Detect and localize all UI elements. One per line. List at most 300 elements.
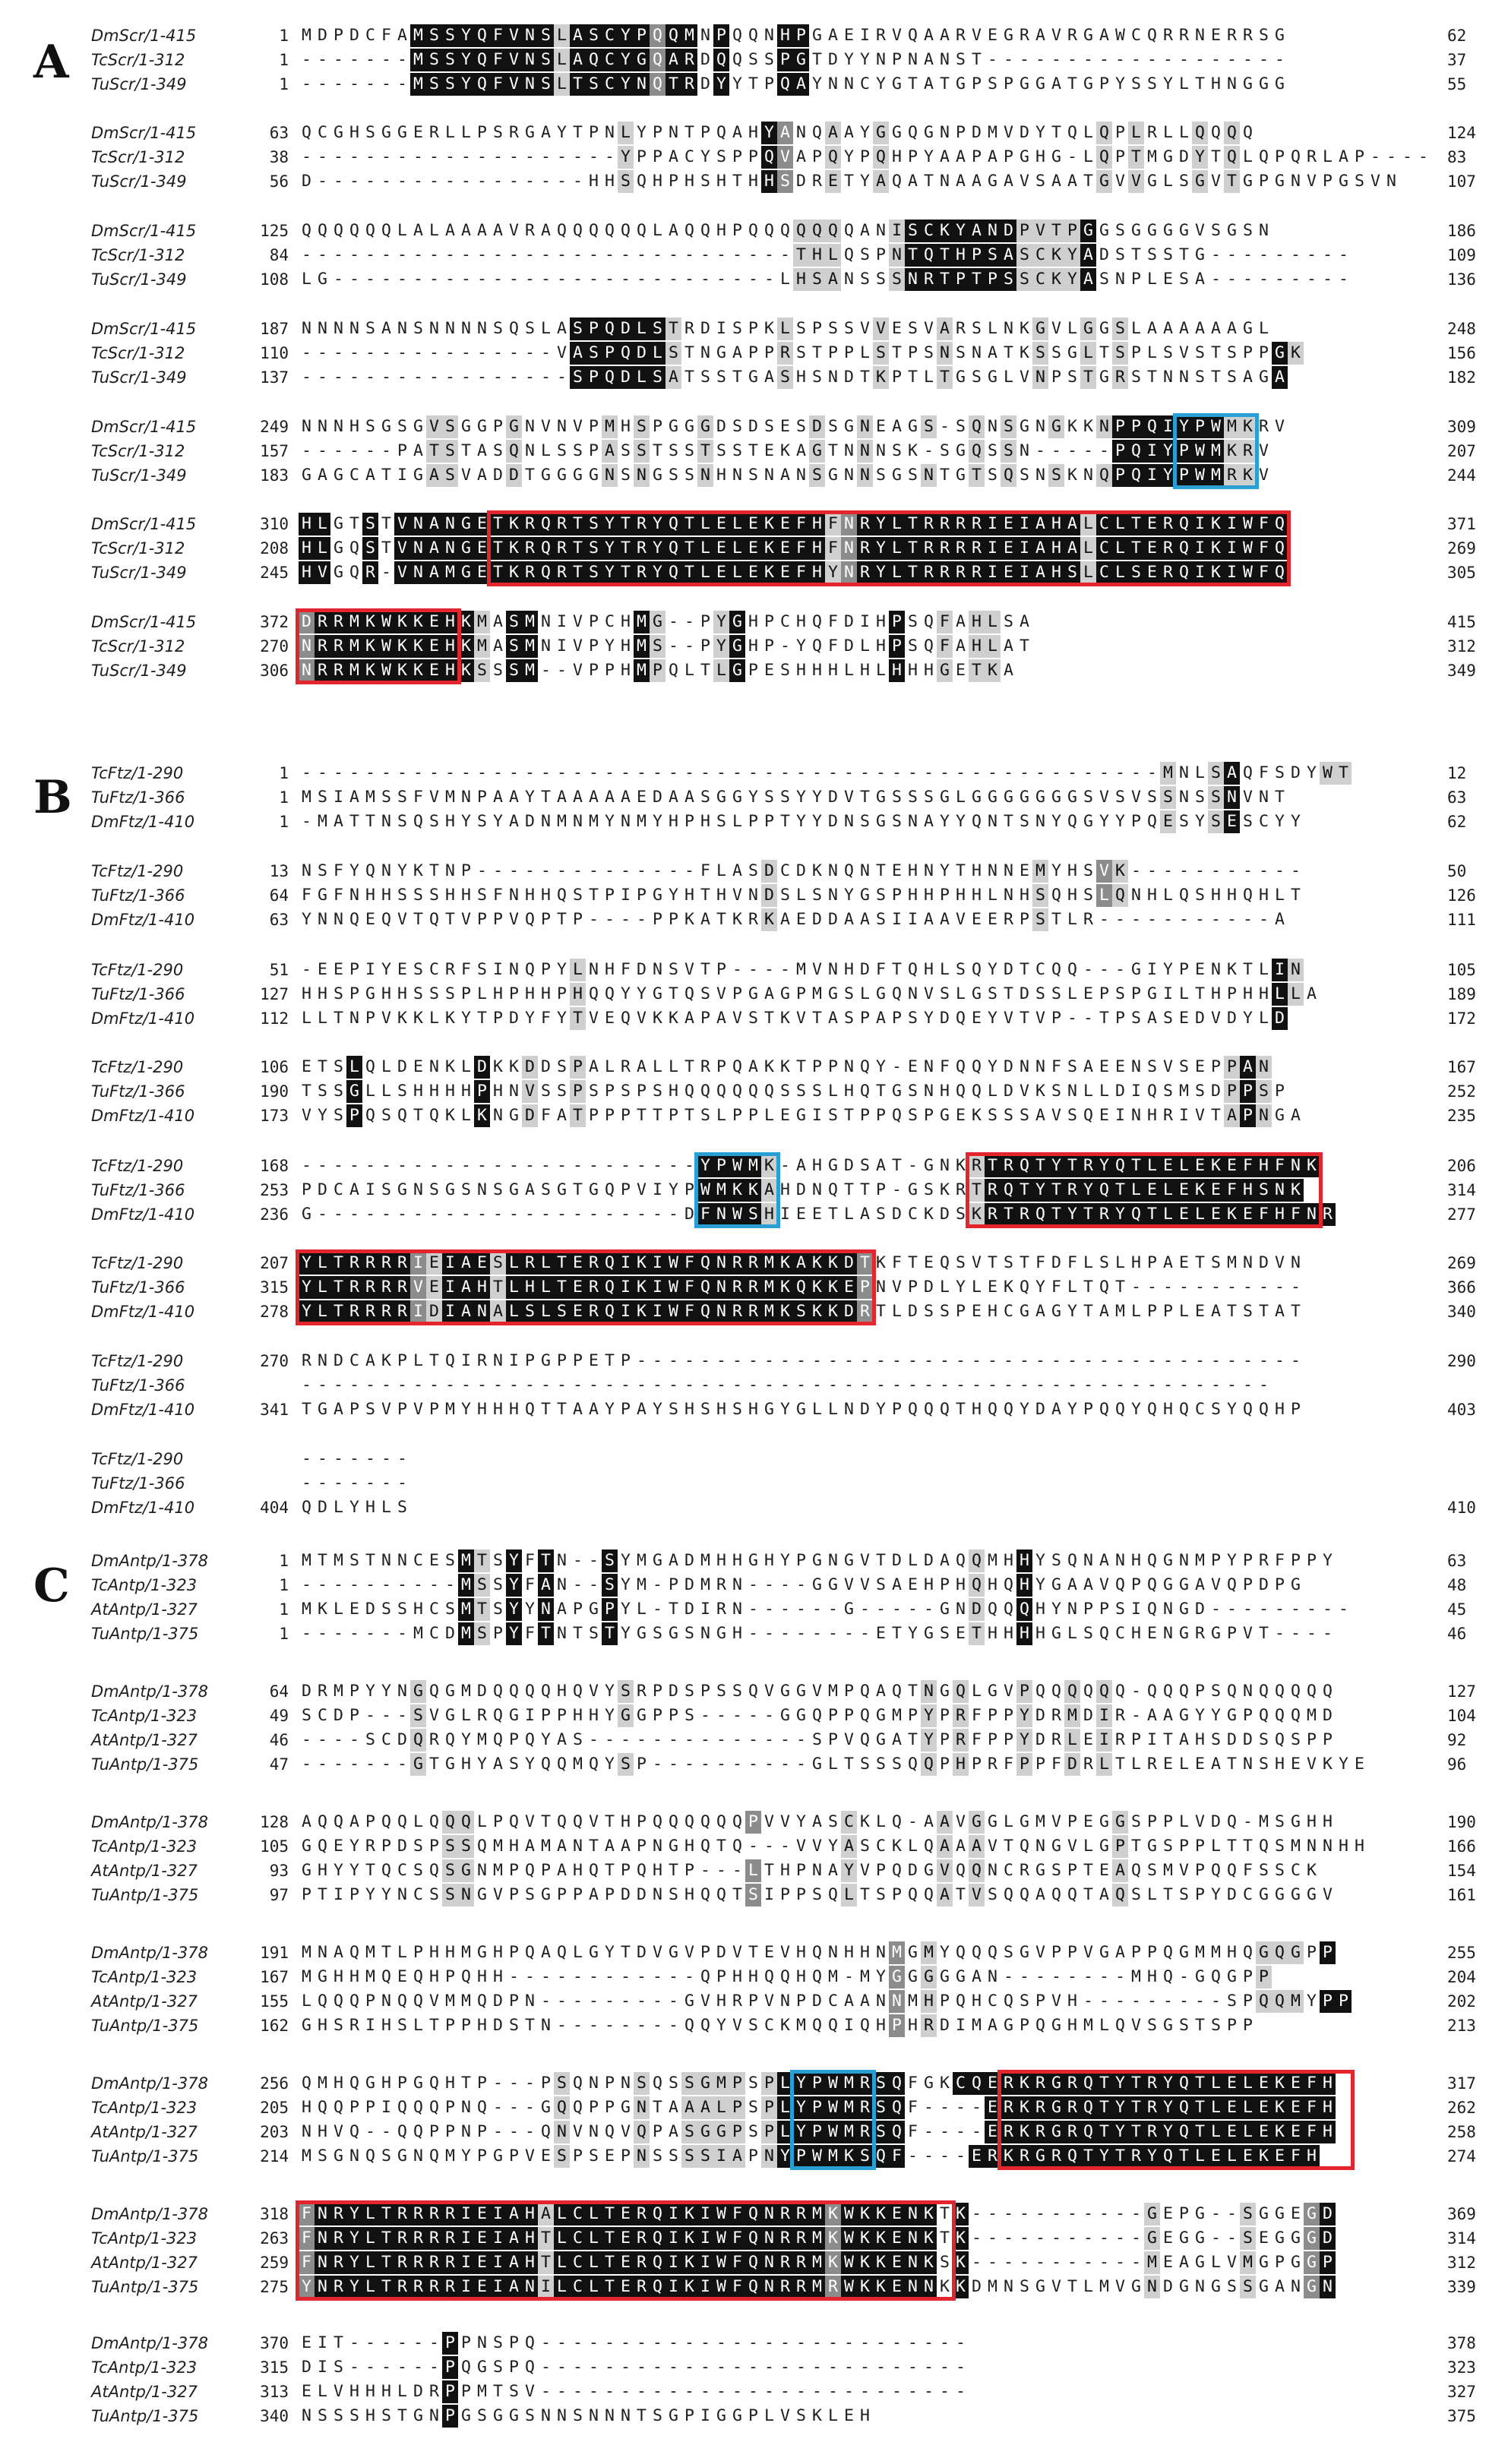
sequence-name: TuFtz/1-366 — [91, 1376, 185, 1395]
end-position: 255 — [1447, 1944, 1476, 1962]
alignment-row — [0, 146, 1508, 169]
sequence-residues: - - - - - - - - - - - - - - - - - - - - - - - - - Y P W M K - A H G D S A T - G N K R T R Q T Y T R Y Q T L E L E K E F H F N K — [299, 1155, 1320, 1177]
sequence-residues: E L V H H H L D R P P M T S V - - - - - - - - - - - - - - - - - - - - - - - - - - - — [299, 2380, 969, 2403]
alignment-row — [0, 762, 1508, 785]
end-position: 12 — [1447, 764, 1467, 782]
alignment-row — [0, 635, 1508, 658]
sequence-residues: T S S G L L S H H H H P H N V S S P S P S P S H Q Q Q Q Q Q S S S L H Q T G S N H Q Q L D V K S N L L D I Q S M S D P P S P — [299, 1080, 1288, 1103]
sequence-residues: - M A T T N S Q S H Y S Y A D N M N M Y N M Y H P H S L P P T Y Y D N S G S N A Y Y Q N T S N Y Q G Y Y P Q E S Y S E S C Y Y — [299, 810, 1304, 833]
end-position: 83 — [1447, 148, 1467, 166]
sequence-residues: F N R Y L T R R R R I E I A H T L C L T E R Q I K I W F Q N R R M K W K K E N K S K - - - - - - - - - - - M E A G L V M G P G G P — [299, 2251, 1336, 2274]
sequence-residues: - - - - - - - - - - - - - - - - - - - - Y P P A C Y S P P Q V A P Q Y P Q H P Y A A P A P G H G - L Q P T M G D Y T Q L Q P Q R L A P - - - - — [299, 146, 1431, 169]
sequence-name: TuAntp/1-375 — [91, 2407, 199, 2425]
sequence-name: TuScr/1-349 — [91, 270, 187, 289]
end-position: 166 — [1447, 1837, 1476, 1856]
sequence-residues: Q M H Q G H P G Q H T P - - - P S Q N P N S Q S S G M P S P L Y P W M R S Q F G K C Q E R K R G R Q T Y T R Y Q T L E L E K E F H — [299, 2072, 1336, 2095]
end-position: 244 — [1447, 466, 1476, 485]
sequence-name: TuAntp/1-375 — [91, 2017, 199, 2035]
alignment-row — [0, 1179, 1508, 1202]
alignment-row — [0, 1622, 1508, 1645]
start-position: 341 — [260, 1401, 289, 1419]
alignment-row — [0, 1056, 1508, 1079]
panel-label-b: B — [33, 771, 72, 824]
start-position: 1 — [279, 1576, 289, 1594]
alignment-row — [0, 1835, 1508, 1858]
sequence-residues: D I S - - - - - - P Q G S P Q - - - - - - - - - - - - - - - - - - - - - - - - - - - — [299, 2356, 969, 2379]
sequence-residues: Q C G H S G G E R L L P S R G A Y T P N L Y P N T P Q A H Y A N Q A A Y G G Q G N P D M V D Y T Q L Q P L R L L Q Q Q Q — [299, 122, 1256, 144]
end-position: 312 — [1447, 637, 1476, 655]
end-position: 92 — [1447, 1731, 1467, 1749]
alignment-row — [0, 2014, 1508, 2037]
sequence-name: AtAntp/1-327 — [91, 1862, 198, 1880]
sequence-name: TuScr/1-349 — [91, 466, 187, 485]
sequence-residues: Y N R Y L T R R R R I E I A N I L C L T E R Q I K I W F Q N R R M R W K K E N N K K D M N S G V T L M V G N D G N G S S G A N G N — [299, 2276, 1336, 2298]
start-position: 168 — [260, 1157, 289, 1175]
sequence-residues: Y L T R R R R V E I A H T L H L T E R Q I K I W F Q N R R M K Q K K E P N V P D L Y L E K Q Y F L T Q T - - - - - - - - - - - — [299, 1276, 1304, 1299]
alignment-block — [0, 959, 1508, 1031]
sequence-name: DmScr/1-415 — [91, 418, 197, 436]
sequence-name: TuScr/1-349 — [91, 75, 187, 93]
sequence-name: TcAntp/1-323 — [91, 2229, 198, 2248]
alignment-block — [0, 1056, 1508, 1129]
sequence-name: DmFtz/1-410 — [91, 1009, 195, 1028]
sequence-residues: N N N N S A N S N N N N S Q S L A S P Q D L S T R D I S P K L S P S S V V E S V A R S L N K G V L G G S L A A A A A A G L — [299, 317, 1272, 340]
sequence-residues: - - - - - - - - - - - - - - - - - - - - - - - - - - - - - - - - - - - - - - - - - - - - - - - - - - - - - - - - - - - - - — [302, 1376, 1269, 1395]
sequence-name: TuAntp/1-375 — [91, 1886, 199, 1904]
end-position: 309 — [1447, 418, 1476, 436]
alignment-row — [0, 1941, 1508, 1964]
alignment-row — [0, 959, 1508, 981]
sequence-name: TcAntp/1-323 — [91, 2099, 198, 2117]
start-position: 105 — [260, 1837, 289, 1856]
end-position: 190 — [1447, 1813, 1476, 1831]
alignment-row — [0, 2096, 1508, 2119]
alignment-row — [0, 1753, 1508, 1776]
sequence-residues: M K L E D S S H C S M T S Y Y N A P G P Y L - T D I R N - - - - - - G - - - - - G N D Q Q Q H Y N P P S I Q N G D - - - - - - - - - — [299, 1598, 1352, 1621]
alignment-row — [0, 1155, 1508, 1177]
sequence-name: TcAntp/1-323 — [91, 1707, 198, 1725]
end-position: 235 — [1447, 1107, 1476, 1125]
end-position: 314 — [1447, 1181, 1476, 1199]
alignment-row — [0, 1859, 1508, 1882]
sequence-residues: - - - - - - - - - - - - - - - - V A S P Q D L S T N G A P P R S T P P L S T P S N S N A T K S S G L T S P L S V S T S P P G K — [299, 342, 1304, 365]
sequence-residues: H H S P G H H S S S P L H P H H P H Q Q Y Y G T Q S V P G A G P M G S L G Q N V S L G S T D S S L E P S P G I L T H P H H L L A — [299, 983, 1320, 1006]
alignment-row — [0, 1374, 1508, 1397]
start-position: 1 — [279, 1600, 289, 1619]
start-position: 49 — [269, 1707, 289, 1725]
start-position: 306 — [260, 662, 289, 680]
start-position: 155 — [260, 1992, 289, 2011]
sequence-name: TuAntp/1-375 — [91, 1755, 199, 1774]
sequence-residues: Q Q Q Q Q Q L A L A A A A V R A Q Q Q Q Q Q L A Q Q H P Q Q Q Q Q Q Q A N I S C K Y A N D P V T P G G S G G G G V S G S N — [299, 220, 1272, 242]
alignment-row — [0, 366, 1508, 389]
sequence-name: DmFtz/1-410 — [91, 1107, 195, 1125]
alignment-row — [0, 317, 1508, 340]
alignment-block — [0, 1448, 1508, 1521]
end-position: 274 — [1447, 2147, 1476, 2165]
alignment-row — [0, 1496, 1508, 1519]
sequence-name: TuScr/1-349 — [91, 368, 187, 387]
sequence-name: TcScr/1-312 — [91, 51, 185, 69]
sequence-name: TcAntp/1-323 — [91, 1576, 198, 1594]
sequence-name: DmFtz/1-410 — [91, 1205, 195, 1224]
sequence-residues: M T M S T N N C E S M T S Y F T N - - S Y M G A D M H H G H Y P G N G V T D L D A Q Q M H H Y S Q N A N H Q G N M P Y P R F P P Y — [299, 1549, 1336, 1572]
sequence-name: TcAntp/1-323 — [91, 2358, 198, 2377]
alignment-block — [0, 2203, 1508, 2300]
alignment-row — [0, 2145, 1508, 2168]
sequence-residues: M S I A M S S F V M N P A A Y T A A A A A E D A A S G G Y S S Y Y D V T G S S S G L G G G G G G G S V S V S S N S S N V N T — [299, 786, 1288, 809]
sequence-residues: G H Y Y T Q C S Q S G N M P Q P A H Q T P Q H T P - - - L T H P N A Y V P Q D G V Q Q N C R G S P T E A Q S M V P Q Q F S S C K — [299, 1859, 1320, 1882]
alignment-block — [0, 762, 1508, 835]
sequence-name: AtAntp/1-327 — [91, 1600, 198, 1619]
start-position: 404 — [260, 1499, 289, 1517]
sequence-residues: - - - - - - - M C D M S P Y F T N T S T Y G S G S N G H - - - - - - - - E T Y G S E T H H H H G L S Q C H E N G R G P V T - - - - — [299, 1622, 1336, 1645]
start-position: 84 — [269, 246, 289, 264]
sequence-residues: F G F N H H S S S H H S F N H H Q S T P I P G Y H T H V N D S L S N Y G S P H H P H H L N H S Q H S L Q N H L Q S H H Q H L T — [299, 884, 1304, 907]
alignment-block — [0, 2332, 1508, 2429]
sequence-name: DmScr/1-415 — [91, 613, 197, 631]
alignment-row — [0, 1080, 1508, 1103]
end-position: 161 — [1447, 1886, 1476, 1904]
sequence-residues: N S S S H S T G N P G S G G S N N S N N N T S G P I G G P L V S K L E H — [299, 2405, 873, 2428]
sequence-residues: F N R Y L T R R R R I E I A H A L C L T E R Q I K I W F Q N R R M K W K K E N K T K - - - - - - - - - - - G E P G - - S G G E G D — [299, 2203, 1336, 2225]
start-position: 157 — [260, 442, 289, 460]
sequence-name: DmAntp/1-378 — [91, 1552, 208, 1570]
end-position: 375 — [1447, 2407, 1476, 2425]
alignment-row — [0, 1598, 1508, 1621]
start-position: 63 — [269, 911, 289, 929]
start-position: 64 — [269, 1682, 289, 1701]
alignment-row — [0, 415, 1508, 438]
alignment-row — [0, 1966, 1508, 1989]
sequence-residues: - - - - - - - - - - - - - - - - - - - - - - - - - - - - - - - - - - - - - - - - - - - - - - - - - - - - - - M N L S A Q F S D Y W T — [299, 762, 1352, 785]
alignment-block — [0, 24, 1508, 97]
alignment-row — [0, 537, 1508, 560]
alignment-block — [0, 122, 1508, 194]
sequence-residues: D - - - - - - - - - - - - - - - - - H H S Q H P H S H T H H S D R E T Y A Q A T N A A G A V S A A T G V V G L S G V T G P G N V P G S V N — [299, 170, 1399, 193]
end-position: 55 — [1447, 75, 1467, 93]
alignment-row — [0, 2356, 1508, 2379]
sequence-residues: N R R M K W K K E H K S S S M - - V P P H M P Q L T L G P E S H H H L H L H H H G E T K A — [299, 659, 1016, 682]
sequence-name: DmAntp/1-378 — [91, 2074, 208, 2093]
start-position: 253 — [260, 1181, 289, 1199]
sequence-residues: G - - - - - - - - - - - - - - - - - - - - - - - D F N W S H I E E T L A S D C K D S K R T R Q T Y T R Y Q T L E L E K E F H F N R — [299, 1203, 1336, 1226]
sequence-name: DmFtz/1-410 — [91, 813, 195, 831]
alignment-row — [0, 2380, 1508, 2403]
alignment-row — [0, 1448, 1508, 1471]
start-position: 275 — [260, 2278, 289, 2296]
start-position: 46 — [269, 1731, 289, 1749]
start-position: 1 — [279, 27, 289, 45]
end-position: 111 — [1447, 911, 1476, 929]
end-position: 305 — [1447, 564, 1476, 582]
sequence-residues: M G H H M Q E Q H P Q H H - - - - - - - - - - - - Q P H H Q Q H Q M - M Y G G G G G A N - - - - - - - - M H Q - G Q G P P — [299, 1966, 1272, 1989]
end-position: 45 — [1447, 1600, 1467, 1619]
sequence-residues: - - - - - - - - - - - - - - - - - S P Q D L S A T S S T G A S H S N D T K P T L T G S G L V N P S T G R S T N N S T S A G A — [299, 366, 1288, 389]
alignment-block — [0, 1549, 1508, 1647]
sequence-name: TcScr/1-312 — [91, 442, 185, 460]
end-position: 206 — [1447, 1157, 1476, 1175]
sequence-residues: F N R Y L T R R R R I E I A H T L C L T E R Q I K I W F Q N R R M K W K K E N K T K - - - - - - - - - - - G E G G - - S E G G G D — [299, 2227, 1336, 2250]
end-position: 124 — [1447, 124, 1476, 142]
end-position: 189 — [1447, 985, 1476, 1003]
end-position: 269 — [1447, 539, 1476, 558]
start-position: 278 — [260, 1303, 289, 1321]
end-position: 415 — [1447, 613, 1476, 631]
sequence-residues: S C D P - - - S V G L R Q G I P P H H Y G G P P S - - - - - G G Q P P Q G M P Y P R F P P Y D R M D I R - A A G Y Y G P Q Q Q M D — [299, 1704, 1336, 1727]
start-position: 128 — [260, 1813, 289, 1831]
end-position: 340 — [1447, 1303, 1476, 1321]
start-position: 1 — [279, 51, 289, 69]
start-position: 47 — [269, 1755, 289, 1774]
start-position: 56 — [269, 172, 289, 191]
alignment-row — [0, 786, 1508, 809]
end-position: 258 — [1447, 2123, 1476, 2141]
alignment-row — [0, 561, 1508, 584]
sequence-name: TuScr/1-349 — [91, 564, 187, 582]
end-position: 207 — [1447, 442, 1476, 460]
sequence-name: AtAntp/1-327 — [91, 2123, 198, 2141]
end-position: 349 — [1447, 662, 1476, 680]
sequence-name: DmScr/1-415 — [91, 124, 197, 142]
alignment-block — [0, 1680, 1508, 1777]
start-position: 1 — [279, 1625, 289, 1643]
sequence-residues: Y N N Q E Q V T Q T V P P V Q P T P - - - - P P K A T K R K A E D D A A S I I A A V E E R P S T L R - - - - - - - - - - - A — [299, 908, 1288, 931]
end-position: 262 — [1447, 2099, 1476, 2117]
sequence-residues: G A G C A T I G A S V A D D T G G G G N S N G S S N H N S N A N S G N N S G S N T G T S Q S N S K N Q P Q I Y P W M R K V — [299, 464, 1272, 487]
alignment-row — [0, 860, 1508, 883]
start-position: 190 — [260, 1082, 289, 1101]
alignment-row — [0, 1549, 1508, 1572]
alignment-row — [0, 2276, 1508, 2298]
sequence-name: DmScr/1-415 — [91, 27, 197, 45]
end-position: 127 — [1447, 1682, 1476, 1701]
alignment-row — [0, 1007, 1508, 1030]
sequence-name: AtAntp/1-327 — [91, 1992, 198, 2011]
start-position: 110 — [260, 344, 289, 362]
end-position: 63 — [1447, 1552, 1467, 1570]
alignment-row — [0, 440, 1508, 463]
end-position: 48 — [1447, 1576, 1467, 1594]
start-position: 370 — [260, 2334, 289, 2352]
end-position: 63 — [1447, 788, 1467, 807]
sequence-residues: G H S R I H S L T P P H D S T N - - - - - - - - Q Q Y V S C K M Q Q I Q H P H R D I M A G P Q G H M L Q V S G S T S P P — [299, 2014, 1256, 2037]
start-position: 1 — [279, 764, 289, 782]
sequence-residues: N N N H S G S G V S G G P G N V N V P M H S P G G G D S D S E S D S G N E A G S - S Q N S G N G K K N P P Q I Y P W M K R V — [299, 415, 1288, 438]
sequence-name: DmFtz/1-410 — [91, 1499, 195, 1517]
end-position: 107 — [1447, 172, 1476, 191]
start-position: 372 — [260, 613, 289, 631]
sequence-name: DmFtz/1-410 — [91, 1401, 195, 1419]
alignment-block — [0, 220, 1508, 292]
alignment-row — [0, 464, 1508, 487]
sequence-residues: P D C A I S G N S G S N S G A S G T G Q P V I Y P W M K K A H D N Q T T P - G S K R T R Q T Y T R Y Q T L E L E K E F H S N K — [299, 1179, 1304, 1202]
end-position: 154 — [1447, 1862, 1476, 1880]
alignment-block — [0, 1252, 1508, 1325]
start-position: 1 — [279, 1552, 289, 1570]
end-position: 109 — [1447, 246, 1476, 264]
end-position: 62 — [1447, 27, 1467, 45]
start-position: 167 — [260, 1968, 289, 1986]
sequence-name: TcScr/1-312 — [91, 539, 185, 558]
start-position: 137 — [260, 368, 289, 387]
sequence-name: TcFtz/1-290 — [91, 764, 184, 782]
start-position: 318 — [260, 2205, 289, 2223]
alignment-block — [0, 1155, 1508, 1227]
start-position: 64 — [269, 886, 289, 905]
end-position: 213 — [1447, 2017, 1476, 2035]
start-position: 127 — [260, 985, 289, 1003]
sequence-residues: Y L T R R R R I E I A E S L R L T E R Q I K I W F Q N R R M K A K K D T K F T E Q S V T S T F D F L S L H P A E T S M N D V N — [299, 1252, 1304, 1275]
sequence-residues: D R R M K W K K E H K M A S M N I V P C H M G - - P Y G H P C H Q F D I H P S Q F A H L S A — [299, 611, 1032, 633]
sequence-name: TcScr/1-312 — [91, 637, 185, 655]
end-position: 104 — [1447, 1707, 1476, 1725]
start-position: 313 — [260, 2383, 289, 2401]
sequence-name: TcScr/1-312 — [91, 246, 185, 264]
start-position: 256 — [260, 2074, 289, 2093]
start-position: 38 — [269, 148, 289, 166]
sequence-residues: M N A Q M T L P H H M G H P Q A Q L G Y T D V G V P D V T E V H Q N H H N M G M Y Q Q Q S G V P P V G A P P Q G M M H Q G Q G P P — [299, 1941, 1336, 1964]
end-position: 182 — [1447, 368, 1476, 387]
alignment-block — [0, 513, 1508, 586]
sequence-name: TcFtz/1-290 — [91, 1450, 184, 1468]
sequence-name: TuFtz/1-366 — [91, 1181, 185, 1199]
sequence-name: TuAntp/1-375 — [91, 2147, 199, 2165]
sequence-residues: - E E P I Y E S C R F S I N Q P Y L N H F D N S V T P - - - - M V N H D F T Q H L S Q Y D T C Q Q - - - G I Y P E N K T L I N — [299, 959, 1304, 981]
start-position: 263 — [260, 2229, 289, 2248]
end-position: 156 — [1447, 344, 1476, 362]
alignment-row — [0, 2072, 1508, 2095]
alignment-row — [0, 170, 1508, 193]
start-position: 310 — [260, 515, 289, 533]
sequence-residues: L L T N P V K K L K Y T P D Y F Y T V E Q V K K A P A V S T K V T A S P A P S Y D Q E Y V T V P - - T P S A S E D V D Y L D — [299, 1007, 1288, 1030]
sequence-name: TuFtz/1-366 — [91, 886, 185, 905]
start-position: 249 — [260, 418, 289, 436]
alignment-row — [0, 24, 1508, 47]
sequence-name: TcFtz/1-290 — [91, 961, 184, 979]
alignment-block — [0, 317, 1508, 390]
end-position: 202 — [1447, 1992, 1476, 2011]
panel-label-a: A — [33, 36, 69, 89]
sequence-name: TuFtz/1-366 — [91, 985, 185, 1003]
end-position: 62 — [1447, 813, 1467, 831]
sequence-name: DmAntp/1-378 — [91, 1813, 208, 1831]
alignment-row — [0, 884, 1508, 907]
end-position: 323 — [1447, 2358, 1476, 2377]
start-position: 106 — [260, 1058, 289, 1076]
start-position: 203 — [260, 2123, 289, 2141]
end-position: 105 — [1447, 961, 1476, 979]
alignment-row — [0, 1811, 1508, 1834]
alignment-row — [0, 2405, 1508, 2428]
sequence-residues: N R R M K W K K E H K M A S M N I V P Y H M S - - P Y G H P - Y Q F D L H P S Q F A H L A T — [299, 635, 1032, 658]
end-position: 46 — [1447, 1625, 1467, 1643]
sequence-residues: - - - - - - - M S S Y Q F V N S L A Q C Y G Q A R D Q Q S S P G T D Y Y N P N A N S T - - - - - - - - - - - - - - - - - - - — [299, 49, 1288, 71]
alignment-row — [0, 983, 1508, 1006]
sequence-residues: N H V Q - - Q Q P P N P - - - Q N V N Q V Q P A S G G P S P L Y P W M R S Q F - - - - E R K R G R Q T Y T R Y Q T L E L E K E F H — [299, 2121, 1336, 2143]
sequence-residues: G Q E Y R P D S P S S Q M H A M A N T A A P N G H Q T Q - - - V V Y A S C K L Q A A A V T Q N G V L G P T G S P P L T T Q S M N N H H — [299, 1835, 1367, 1858]
panel-label-c: C — [33, 1559, 70, 1613]
alignment-block — [0, 415, 1508, 488]
sequence-residues: T G A P S V P V P M Y H H H Q T T A A Y P A Y S H S H S H G Y G L L N D Y P Q Q Q T H Q Q Y D A Y P Q Q Y Q H Q C S Y Q Q H P — [302, 1400, 1301, 1419]
alignment-row — [0, 1704, 1508, 1727]
alignment-block — [0, 2072, 1508, 2169]
start-position: 97 — [269, 1886, 289, 1904]
end-position: 96 — [1447, 1755, 1467, 1774]
alignment-block — [0, 611, 1508, 684]
end-position: 167 — [1447, 1058, 1476, 1076]
end-position: 172 — [1447, 1009, 1476, 1028]
sequence-residues: - - - - - - - - - - M S S Y F A N - - S Y M - P D M R N - - - - G G V V S A E H P H Q H Q H Y G A A V Q P Q G G A V Q P D P G — [299, 1574, 1304, 1597]
sequence-name: TuAntp/1-375 — [91, 2278, 199, 2296]
sequence-name: TcFtz/1-290 — [91, 1352, 184, 1370]
sequence-name: TcFtz/1-290 — [91, 1058, 184, 1076]
start-position: 162 — [260, 2017, 289, 2035]
sequence-residues: Y L T R R R R I D I A N A L S L S E R Q I K I W F Q N R R M K S K K D R T L D S S P E H C G A G Y T A M L P P L E A T S T A T — [299, 1300, 1304, 1323]
sequence-name: DmScr/1-415 — [91, 222, 197, 240]
sequence-residues: E I T - - - - - - P P N S P Q - - - - - - - - - - - - - - - - - - - - - - - - - - - — [299, 2332, 969, 2355]
start-position: 191 — [260, 1944, 289, 1962]
sequence-residues: M D P D C F A M S S Y Q F V N S L A S C Y P Q Q M N P Q Q N H P G A E I R V Q A A R V E G R A V R G A W C Q R R N E R R S G — [299, 24, 1288, 47]
alignment-row — [0, 1990, 1508, 2013]
sequence-name: TcAntp/1-323 — [91, 1837, 198, 1856]
alignment-row — [0, 2203, 1508, 2225]
end-position: 366 — [1447, 1278, 1476, 1297]
start-position: 187 — [260, 320, 289, 338]
end-position: 290 — [1447, 1352, 1476, 1370]
alignment-block — [0, 1811, 1508, 1908]
sequence-name: AtAntp/1-327 — [91, 1731, 198, 1749]
alignment-row — [0, 513, 1508, 535]
sequence-residues: M S G N Q S G N Q M Y P G P V E S P S E P N S S S S I A P N Y P W M K S Q F - - - - E R K R G R Q T Y T R Y Q T L E L E K E F H — [299, 2145, 1320, 2168]
sequence-name: TuFtz/1-366 — [91, 1278, 185, 1297]
alignment-row — [0, 1472, 1508, 1495]
alignment-row — [0, 2121, 1508, 2143]
sequence-residues: L Q Q Q P N Q Q V M M Q D P N - - - - - - - - - G V H R P V N P D C A A N N M H P Q H C Q S P V H - - - - - - - - - S P Q Q M Y P P — [299, 1990, 1352, 2013]
sequence-name: DmFtz/1-410 — [91, 1303, 195, 1321]
alignment-row — [0, 1884, 1508, 1906]
sequence-name: DmAntp/1-378 — [91, 2205, 208, 2223]
sequence-name: DmScr/1-415 — [91, 515, 197, 533]
alignment-row — [0, 1680, 1508, 1703]
start-position: 112 — [260, 1009, 289, 1028]
alignment-block — [0, 1941, 1508, 2039]
sequence-residues: V Y S P Q S Q T Q K L K N G D F A T P P P T T P T S L P P L E G I S T P P Q S P G E K S S S A V S Q E I N H R I V T A P N G A — [299, 1104, 1304, 1127]
sequence-name: TuFtz/1-366 — [91, 1082, 185, 1101]
sequence-name: DmFtz/1-410 — [91, 911, 195, 929]
alignment-row — [0, 1398, 1508, 1421]
sequence-name: AtAntp/1-327 — [91, 2254, 198, 2272]
sequence-residues: H L G T S T V N A N G E T K R Q R T S Y T R Y Q T L E L E K E F H F N R Y L T R R R R I E I A H A L C L T E R Q I K I W F Q — [299, 513, 1288, 535]
start-position: 1 — [279, 813, 289, 831]
end-position: 403 — [1447, 1401, 1476, 1419]
sequence-residues: - - - - S C D Q R Q Y M Q P Q Y A S - - - - - - - - - - - - - - S P V Q G A T Y P R F P P Y D R L E I R P I T A H S D D S Q S P P — [299, 1729, 1336, 1752]
alignment-row — [0, 342, 1508, 365]
alignment-block — [0, 1350, 1508, 1423]
start-position: 340 — [260, 2407, 289, 2425]
start-position: 183 — [260, 466, 289, 485]
end-position: 378 — [1447, 2334, 1476, 2352]
sequence-residues: - - - - - - - — [302, 1449, 407, 1468]
sequence-name: TcScr/1-312 — [91, 344, 185, 362]
sequence-name: TcFtz/1-290 — [91, 862, 184, 880]
start-position: 208 — [260, 539, 289, 558]
sequence-residues: L G - - - - - - - - - - - - - - - - - - - - - - - - - - - - L H S A N S S S N R T P T P S S C K Y A S N P L E S A - - - - - - - - - — [299, 268, 1352, 291]
start-position: 125 — [260, 222, 289, 240]
start-position: 270 — [260, 1352, 289, 1370]
alignment-row — [0, 659, 1508, 682]
alignment-row — [0, 244, 1508, 267]
